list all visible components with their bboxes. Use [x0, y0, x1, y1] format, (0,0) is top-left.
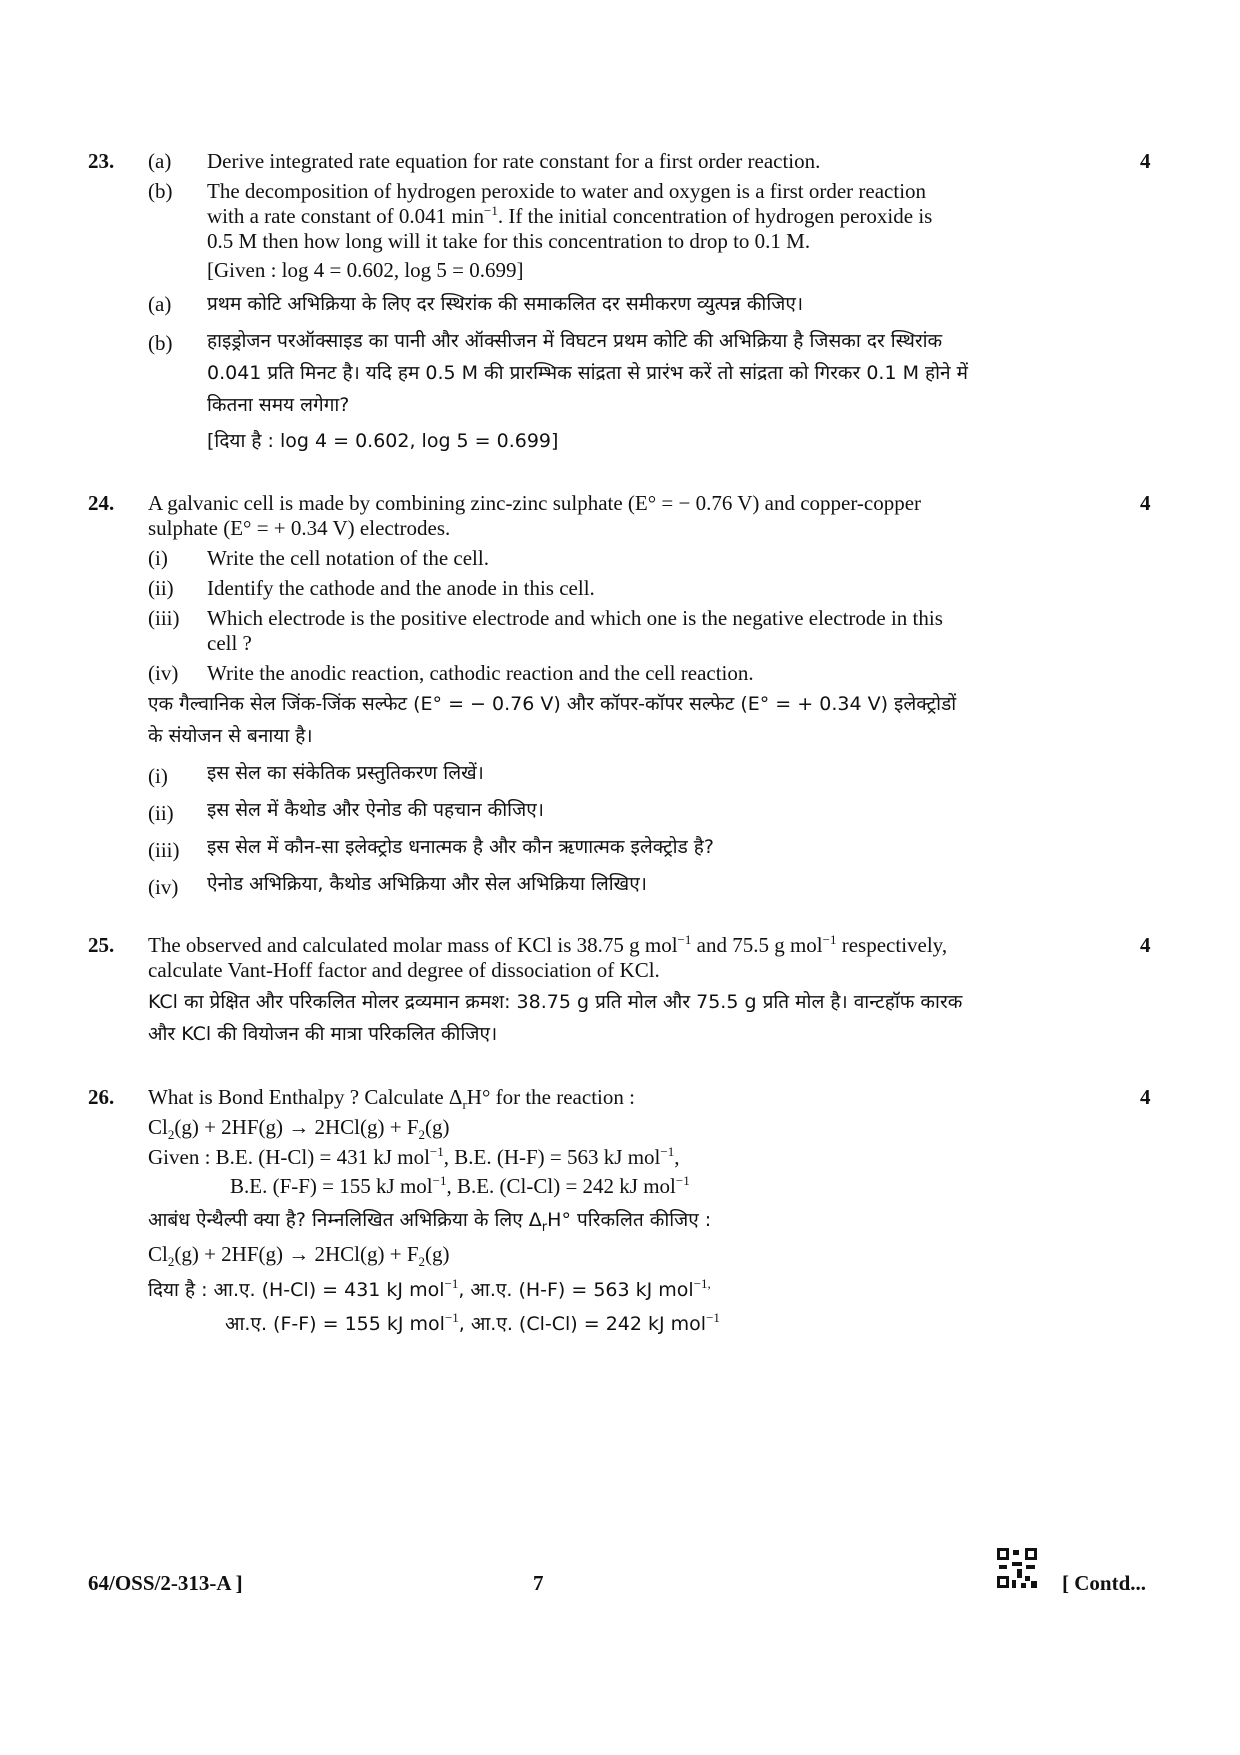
part-label: (ii)	[148, 801, 174, 825]
question-number: 26.	[88, 1085, 115, 1109]
marks: 4	[1140, 149, 1151, 173]
part-label: (i)	[148, 546, 168, 570]
given-values-hindi: दिया है : आ.ए. (H-Cl) = 431 kJ mol$^{-1}$, आ.ए. (H-F) = 563 kJ mol$^{-1,}$	[148, 1276, 711, 1301]
marks: 4	[1140, 491, 1151, 515]
part-label: (iii)	[148, 606, 180, 630]
question-text-hindi: 0.041 प्रति मिनट है। यदि हम 0.5 M की प्रारम्भिक सांद्रता से प्रारंभ करें तो सांद्रता को गिरकर 0.1 M होने में	[207, 362, 968, 384]
part-label: (iv)	[148, 875, 179, 899]
question-text-hindi: प्रथम कोटि अभिक्रिया के लिए दर स्थिरांक की समाकलित दर समीकरण व्युत्पन्न कीजिए।	[207, 293, 804, 315]
question-text-hindi: हाइड्रोजन परऑक्साइड का पानी और ऑक्सीजन में विघटन प्रथम कोटि की अभिक्रिया है जिसका दर स्थिरांक	[207, 330, 943, 352]
reaction-equation: $Cl_2(g) + 2HF(g) \to 2HCl(g) + F_2(g)$	[148, 1242, 450, 1269]
question-text: A galvanic cell is made by combining zinc-zinc sulphate (E° = − 0.76 V) and copper-copper	[148, 491, 922, 515]
marks: 4	[1140, 933, 1151, 957]
question-text-hindi: इस सेल में कैथोड और ऐनोड की पहचान कीजिए।	[207, 799, 544, 821]
given-values: Given : B.E. (H-Cl) = 431 kJ mol$^{-1}$, B.E. (H-F) = 563 kJ mol$^{-1}$,	[148, 1144, 680, 1169]
part-label: (ii)	[148, 576, 174, 600]
question-text: What is Bond Enthalpy ? Calculate $\Delta_rH^\circ$ for the reaction :	[148, 1085, 635, 1112]
question-text: calculate Vant-Hoff factor and degree of dissociation of KCl.	[148, 958, 660, 982]
given-values: [Given : log 4 = 0.602, log 5 = 0.699]	[207, 258, 524, 282]
question-text-hindi: आबंध ऐन्थैल्पी क्या है? निम्नलिखित अभिक्रिया के लिए $\Delta_rH^\circ$ परिकलित कीजिए :	[148, 1209, 712, 1235]
question-number: 23.	[88, 149, 115, 173]
question-text-hindi: ऐनोड अभिक्रिया, कैथोड अभिक्रिया और सेल अभिक्रिया लिखिए।	[207, 873, 647, 895]
question-text: Write the cell notation of the cell.	[207, 546, 489, 570]
question-text-hindi: एक गैल्वानिक सेल जिंक-जिंक सल्फेट (E° = − 0.76 V) और कॉपर-कॉपर सल्फेट (E° = + 0.34 V) इलेक्ट्रोडों	[148, 693, 957, 715]
part-label: (a)	[148, 292, 172, 316]
continued-label: [ Contd...	[1062, 1571, 1147, 1595]
question-text: Write the anodic reaction, cathodic reaction and the cell reaction.	[207, 661, 754, 685]
given-values-hindi: [दिया है : log 4 = 0.602, log 5 = 0.699]	[207, 430, 559, 452]
question-text: Derive integrated rate equation for rate constant for a first order reaction.	[207, 149, 821, 173]
question-text-hindi: इस सेल का संकेतिक प्रस्तुतिकरण लिखें।	[207, 762, 484, 784]
question-text: Which electrode is the positive electrode and which one is the negative electrode in this	[207, 606, 943, 630]
question-text-hindi: KCl का प्रेक्षित और परिकलित मोलर द्रव्यमान क्रमश: 38.75 g प्रति मोल और 75.5 g प्रति मोल है। वान्टहॉफ कारक	[148, 991, 963, 1013]
part-label: (i)	[148, 764, 168, 788]
qr-code-icon	[997, 1548, 1037, 1588]
given-values: B.E. (F-F) = 155 kJ mol$^{-1}$, B.E. (Cl-Cl) = 242 kJ mol$^{-1}$	[230, 1173, 690, 1198]
question-text-hindi: इस सेल में कौन-सा इलेक्ट्रोड धनात्मक है और कौन ऋणात्मक इलेक्ट्रोड है?	[207, 836, 714, 858]
question-text: The observed and calculated molar mass of KCl is 38.75 g mol$^{-1}$ and 75.5 g mol$^{-1}$ respectively,	[148, 932, 948, 957]
paper-code: 64/OSS/2-313-A ]	[88, 1571, 243, 1595]
question-text-hindi: कितना समय लगेगा?	[207, 394, 350, 416]
part-label: (b)	[148, 179, 173, 203]
question-text: 0.5 M then how long will it take for this concentration to drop to 0.1 M.	[207, 229, 811, 253]
question-text-hindi: के संयोजन से बनाया है।	[148, 725, 313, 747]
marks: 4	[1140, 1085, 1151, 1109]
question-text: with a rate constant of 0.041 $\min^{-1}$. If the initial concentration of hydrogen peroxide is	[207, 203, 933, 228]
part-label: (b)	[148, 331, 173, 355]
given-values-hindi: आ.ए. (F-F) = 155 kJ mol$^{-1}$, आ.ए. (Cl-Cl) = 242 kJ mol$^{-1}$	[225, 1310, 720, 1335]
question-number: 24.	[88, 491, 115, 515]
question-text: Identify the cathode and the anode in this cell.	[207, 576, 595, 600]
page-number: 7	[533, 1571, 544, 1595]
reaction-equation: $Cl_2(g) + 2HF(g) \to 2HCl(g) + F_2(g)$	[148, 1115, 450, 1142]
question-number: 25.	[88, 933, 115, 957]
question-text: sulphate (E° = + 0.34 V) electrodes.	[148, 516, 451, 540]
part-label: (iii)	[148, 838, 180, 862]
question-text-hindi: और KCl की वियोजन की मात्रा परिकलित कीजिए।	[148, 1023, 498, 1045]
part-label: (a)	[148, 149, 172, 173]
question-text: cell ?	[207, 631, 252, 655]
part-label: (iv)	[148, 661, 179, 685]
question-text: The decomposition of hydrogen peroxide to water and oxygen is a first order reaction	[207, 179, 927, 203]
